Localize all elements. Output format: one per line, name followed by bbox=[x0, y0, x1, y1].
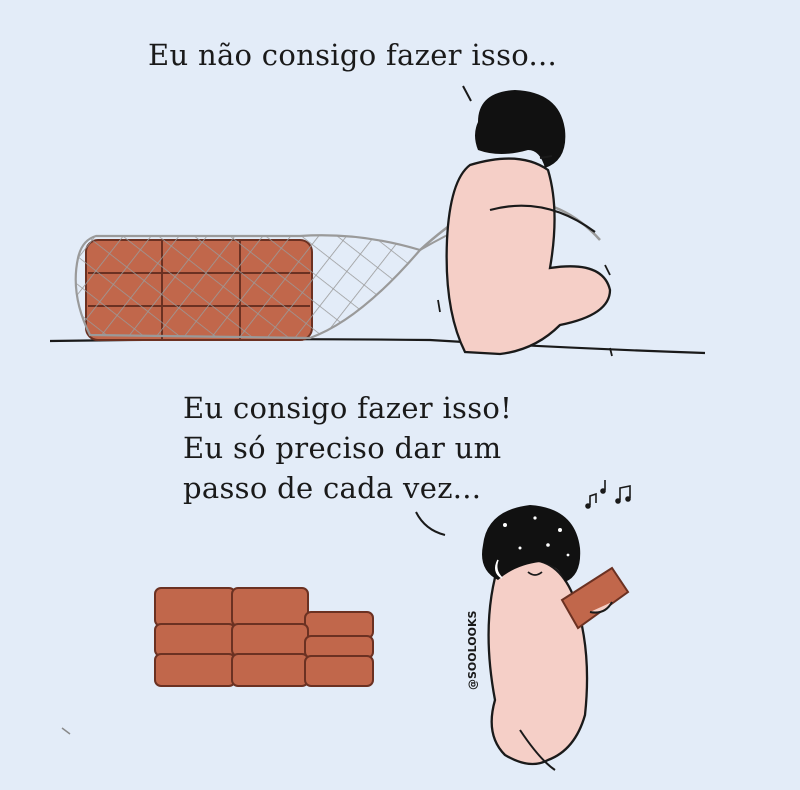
bottom-caption-line-2: Eu só preciso dar um bbox=[183, 431, 502, 465]
bottom-caption-line-3: passo de cada vez... bbox=[183, 471, 482, 505]
character-struggling bbox=[438, 90, 612, 356]
brick-stack-stepped bbox=[155, 588, 373, 686]
bottom-caption-line-1: Eu consigo fazer isso! bbox=[183, 391, 513, 425]
speech-tick-top bbox=[463, 86, 471, 101]
music-notes-icon bbox=[586, 480, 630, 508]
top-caption: Eu não consigo fazer isso... bbox=[148, 38, 558, 72]
signature: @SOOLOOKS bbox=[466, 610, 479, 690]
speech-tick-bottom bbox=[416, 512, 445, 535]
character-happy bbox=[482, 505, 628, 770]
ground-line bbox=[50, 339, 705, 353]
corner-mark bbox=[62, 728, 70, 734]
